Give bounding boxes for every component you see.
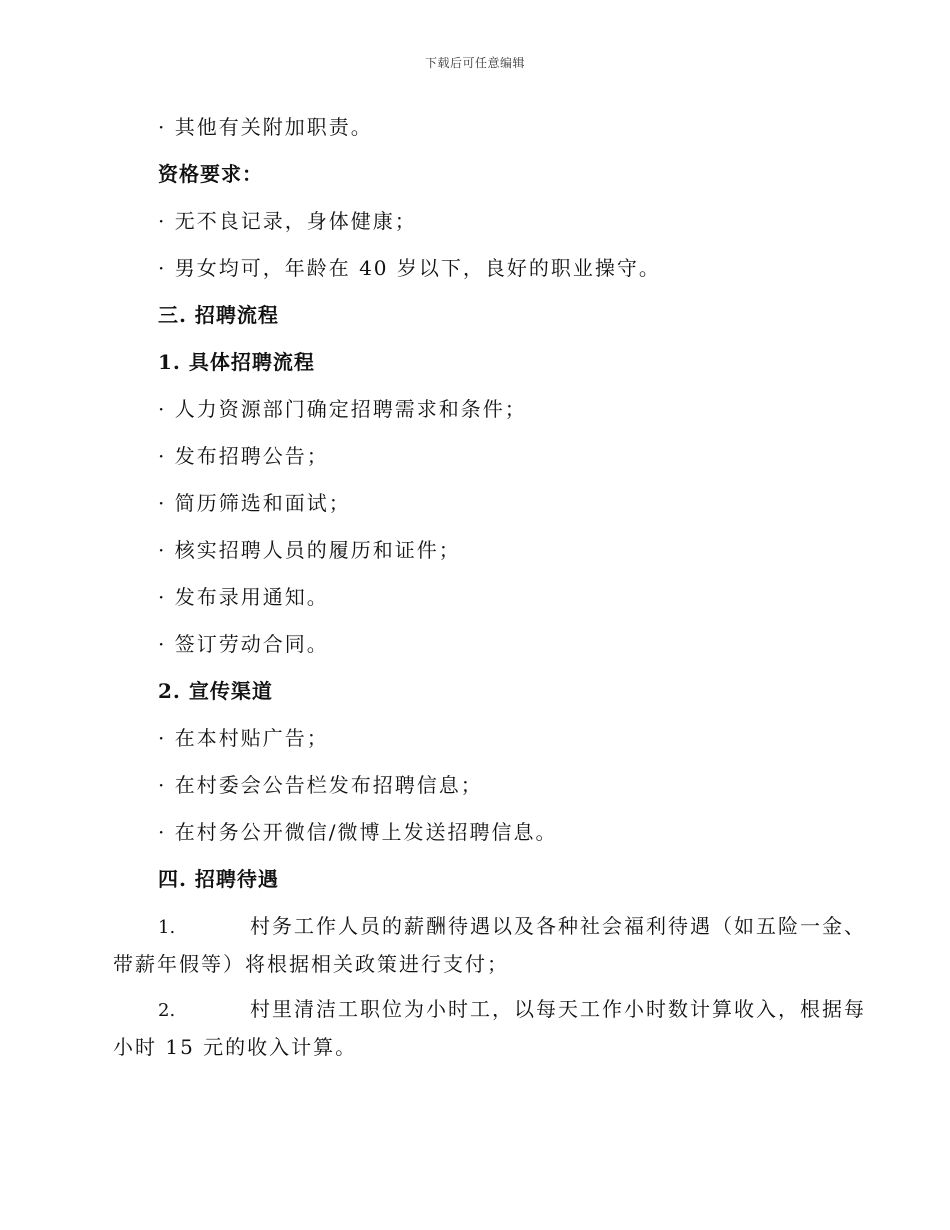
- bullet-item: · 核实招聘人员的履历和证件；: [158, 538, 461, 562]
- bullet-item: · 其他有关附加职责。: [158, 115, 373, 139]
- bullet-item: · 在本村贴广告；: [158, 726, 329, 750]
- section-heading: 三. 招聘流程: [158, 303, 279, 327]
- paragraph-number: 1.: [158, 917, 176, 938]
- bullet-item: · 发布录用通知。: [158, 585, 329, 609]
- paragraph-number: 2.: [158, 1000, 176, 1021]
- subsection-heading: 1. 具体招聘流程: [158, 350, 315, 374]
- numbered-paragraph-line: [158, 913, 866, 941]
- bullet-item: · 人力资源部门确定招聘需求和条件；: [158, 397, 527, 421]
- paragraph-text: 村里清洁工职位为小时工，以每天工作小时数计算收入，根据每: [250, 997, 866, 1021]
- section-heading: 四. 招聘待遇: [158, 867, 279, 891]
- paragraph-text: 村务工作人员的薪酬待遇以及各种社会福利待遇（如五险一金、: [250, 914, 866, 938]
- bullet-item: · 在村务公开微信/微博上发送招聘信息。: [158, 820, 558, 844]
- numbered-paragraph-line: [158, 996, 866, 1024]
- bullet-item: · 签订劳动合同。: [158, 632, 329, 656]
- section-heading: 资格要求：: [158, 162, 263, 186]
- bullet-item: · 男女均可，年龄在 40 岁以下，良好的职业操守。: [158, 256, 661, 280]
- paragraph-continuation: 小时 15 元的收入计算。: [113, 1035, 358, 1059]
- bullet-item: · 简历筛选和面试；: [158, 491, 351, 515]
- header-note: 下载后可任意编辑: [424, 56, 525, 70]
- paragraph-continuation: 带薪年假等）将根据相关政策进行支付；: [113, 952, 509, 976]
- subsection-heading: 2. 宣传渠道: [158, 679, 273, 703]
- bullet-item: · 发布招聘公告；: [158, 444, 329, 468]
- bullet-item: · 无不良记录，身体健康；: [158, 209, 417, 233]
- bullet-item: · 在村委会公告栏发布招聘信息；: [158, 773, 483, 797]
